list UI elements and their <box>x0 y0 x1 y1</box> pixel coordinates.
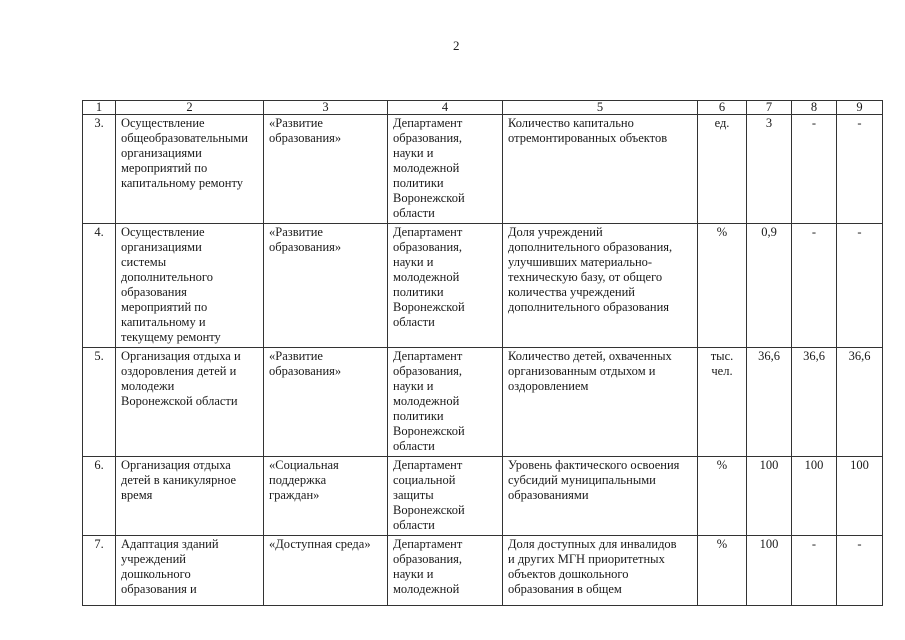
value-cell-8: 100 <box>792 457 837 536</box>
program-cell: «Развитие образования» <box>264 348 388 457</box>
indicator-cell: Уровень фактического освоения субсидий муниципальными образованиями <box>503 457 698 536</box>
header-cell-8: 8 <box>792 101 837 115</box>
row-number: 3. <box>83 115 116 224</box>
table-row <box>83 224 883 348</box>
row-number: 6. <box>83 457 116 536</box>
table-header-row <box>83 101 883 115</box>
program-cell: «Доступная среда» <box>264 536 388 606</box>
value-cell-9: - <box>837 115 883 224</box>
row-number: 7. <box>83 536 116 606</box>
unit-cell: % <box>698 224 747 348</box>
value-cell-7: 36,6 <box>747 348 792 457</box>
unit-cell: ед. <box>698 115 747 224</box>
unit-cell: тыс. чел. <box>698 348 747 457</box>
value-cell-7: 100 <box>747 536 792 606</box>
header-cell-7: 7 <box>747 101 792 115</box>
value-cell-9: 36,6 <box>837 348 883 457</box>
value-cell-8: - <box>792 224 837 348</box>
program-cell: «Развитие образования» <box>264 224 388 348</box>
value-cell-9: - <box>837 224 883 348</box>
department-cell: Департамент образования, науки и молодежной политики Воронежской области <box>388 224 503 348</box>
value-cell-8: - <box>792 536 837 606</box>
indicator-cell: Доля учреждений дополнительного образования, улучшивших материально- техническую базу, от общего количества учреждений дополнительного образования <box>503 224 698 348</box>
header-cell-1: 1 <box>83 101 116 115</box>
header-cell-3: 3 <box>264 101 388 115</box>
header-cell-5: 5 <box>503 101 698 115</box>
indicator-cell: Количество капитально отремонтированных объектов <box>503 115 698 224</box>
activity-cell: Организация отдыха детей в каникулярное время <box>116 457 264 536</box>
unit-cell: % <box>698 457 747 536</box>
program-cell: «Развитие образования» <box>264 115 388 224</box>
value-cell-7: 100 <box>747 457 792 536</box>
header-cell-2: 2 <box>116 101 264 115</box>
unit-cell: % <box>698 536 747 606</box>
header-cell-4: 4 <box>388 101 503 115</box>
department-cell: Департамент образования, науки и молодежной <box>388 536 503 606</box>
table-row <box>83 348 883 457</box>
program-cell: «Социальная поддержка граждан» <box>264 457 388 536</box>
program-table <box>82 100 883 606</box>
value-cell-8: - <box>792 115 837 224</box>
value-cell-8: 36,6 <box>792 348 837 457</box>
header-cell-9: 9 <box>837 101 883 115</box>
row-number: 4. <box>83 224 116 348</box>
indicator-cell: Доля доступных для инвалидов и других МГН приоритетных объектов дошкольного образования в общем <box>503 536 698 606</box>
indicator-cell: Количество детей, охваченных организованным отдыхом и оздоровлением <box>503 348 698 457</box>
value-cell-7: 3 <box>747 115 792 224</box>
value-cell-7: 0,9 <box>747 224 792 348</box>
value-cell-9: - <box>837 536 883 606</box>
activity-cell: Осуществление организациями системы дополнительного образования мероприятий по капитальному и текущему ремонту <box>116 224 264 348</box>
department-cell: Департамент образования, науки и молодежной политики Воронежской области <box>388 348 503 457</box>
program-table-container <box>82 100 882 596</box>
table-row <box>83 457 883 536</box>
table-row <box>83 115 883 224</box>
activity-cell: Осуществление общеобразовательными организациями мероприятий по капитальному ремонту <box>116 115 264 224</box>
department-cell: Департамент образования, науки и молодежной политики Воронежской области <box>388 115 503 224</box>
department-cell: Департамент социальной защиты Воронежской области <box>388 457 503 536</box>
page-number: 2 <box>453 38 460 53</box>
table-row <box>83 536 883 606</box>
activity-cell: Адаптация зданий учреждений дошкольного образования и <box>116 536 264 606</box>
value-cell-9: 100 <box>837 457 883 536</box>
row-number: 5. <box>83 348 116 457</box>
header-cell-6: 6 <box>698 101 747 115</box>
activity-cell: Организация отдыха и оздоровления детей и молодежи Воронежской области <box>116 348 264 457</box>
